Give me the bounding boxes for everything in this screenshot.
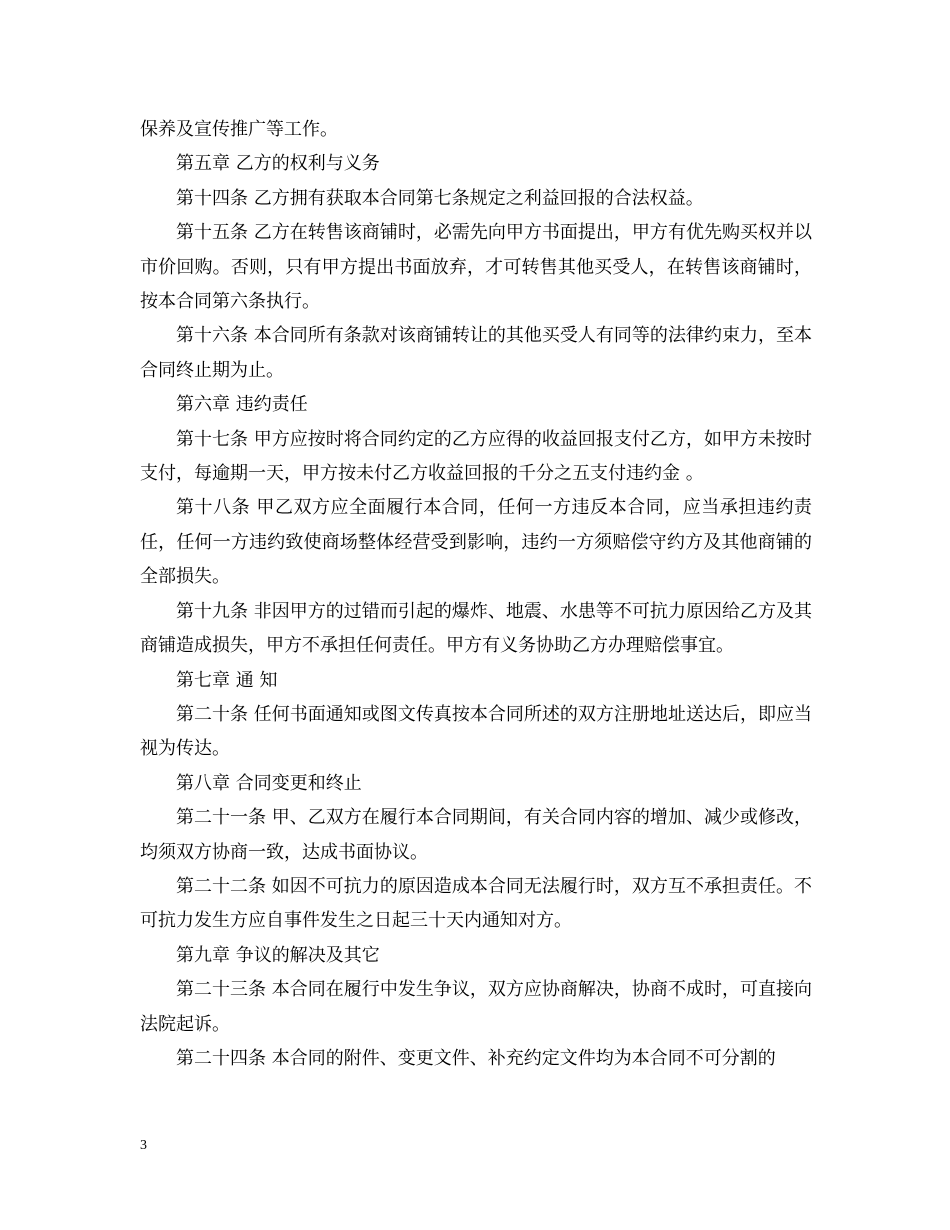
article-21: 第二十一条 甲、乙双方在履行本合同期间，有关合同内容的增加、减少或修改，均须双方协商一致，达成书面协议。 <box>140 807 812 863</box>
chapter-heading-6: 第六章 违约责任 <box>176 394 308 416</box>
chapter-heading-5: 第五章 乙方的权利与义务 <box>176 153 380 175</box>
article-14: 第十四条 乙方拥有获取本合同第七条规定之利益回报的合法权益。 <box>176 187 704 209</box>
article-23: 第二十三条 本合同在履行中发生争议，双方应协商解决，协商不成时，可直接向法院起诉。 <box>140 979 812 1035</box>
article-16: 第十六条 本合同所有条款对该商铺转让的其他买受人有同等的法律约束力，至本合同终止期为止。 <box>140 325 812 381</box>
article-19: 第十九条 非因甲方的过错而引起的爆炸、地震、水患等不可抗力原因给乙方及其商铺造成损失，甲方不承担任何责任。甲方有义务协助乙方办理赔偿事宜。 <box>140 600 812 657</box>
chapter-heading-7: 第七章 通 知 <box>176 669 278 691</box>
article-17: 第十七条 甲方应按时将合同约定的乙方应得的收益回报支付乙方，如甲方未按时支付，每逾期一天，甲方按未付乙方收益回报的千分之五支付违约金 。 <box>140 428 812 485</box>
article-24: 第二十四条 本合同的附件、变更文件、补充约定文件均为本合同不可分割的 <box>176 1047 776 1069</box>
document-body <box>140 113 812 1076</box>
paragraph: 保养及宣传推广等工作。 <box>140 119 338 140</box>
article-15: 第十五条 乙方在转售该商铺时，必需先向甲方书面提出，甲方有优先购买权并以市价回购。否则，只有甲方提出书面放弃，才可转售其他买受人，在转售该商铺时，按本合同第六条执行。 <box>140 222 812 313</box>
chapter-heading-8: 第八章 合同变更和终止 <box>176 772 362 794</box>
article-20: 第二十条 任何书面通知或图文传真按本合同所述的双方注册地址送达后，即应当视为传达。 <box>140 703 812 760</box>
chapter-heading-9: 第九章 争议的解决及其它 <box>176 944 380 966</box>
article-18: 第十八条 甲乙双方应全面履行本合同，任何一方违反本合同，应当承担违约责任，任何一方违约致使商场整体经营受到影响，违约一方须赔偿守约方及其他商铺的全部损失。 <box>140 497 812 588</box>
article-22: 第二十二条 如因不可抗力的原因造成本合同无法履行时，双方互不承担责任。不可抗力发生方应自事件发生之日起三十天内通知对方。 <box>140 875 812 932</box>
page-number: 3 <box>140 1138 147 1153</box>
